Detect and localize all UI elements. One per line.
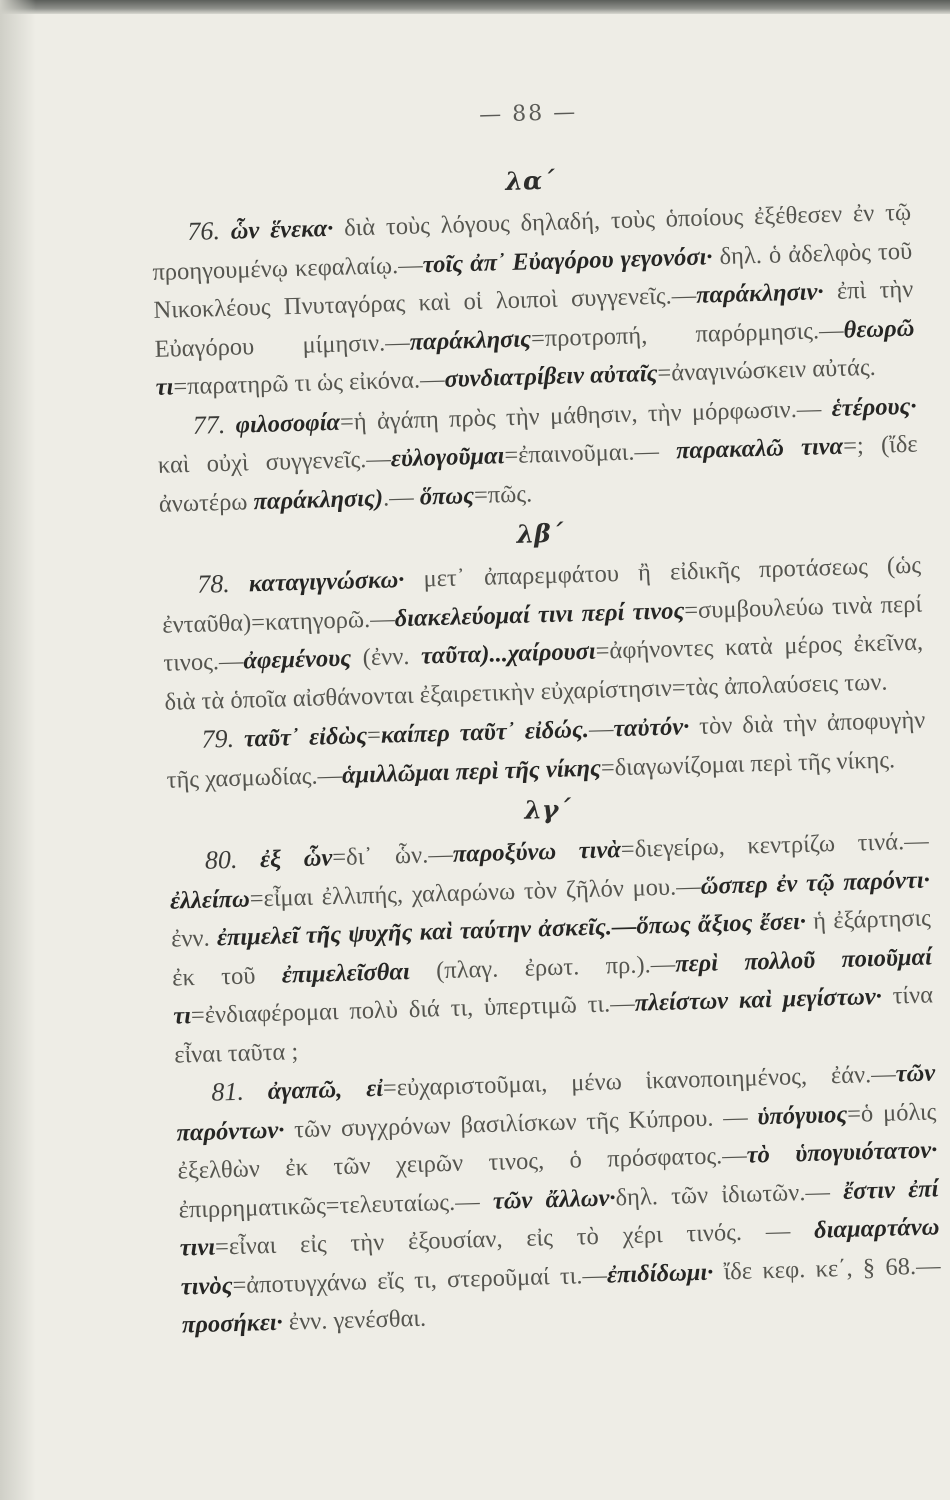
entry-gloss: =ἐνδιαφέρομαι πολὺ διά τι, ὑπερτιμῶ τι.— [190,989,636,1030]
entry-lemma: ὥσπερ ἐν τῷ παρόντι· [700,865,931,900]
page-number: — 88 — [478,100,578,128]
entry-gloss: καὶ οὐχὶ συγγενεῖς.— [157,445,392,479]
entry-gloss: ἴδε κεφ. κε΄, § 68.— [712,1251,941,1286]
entry-gloss: =παρατηρῶ τι ὡς εἰκόνα.— [172,365,445,401]
entry-lemma: ἀγαπῶ, εἰ [267,1074,384,1106]
entry-lemma: ἐπιμελεῖ τῆς ψυχῆς καὶ ταύτην ἀσκεῖς.—ὅπως ἄξιος ἔσει· [216,907,807,952]
entry-gloss: τῶν συγχρόνων βασιλίσκων τῆς Κύπρου. — [284,1102,758,1144]
scan-left-shadow [0,0,36,1500]
entry-number: 76. [186,216,221,246]
entry-lemma: καταγιγνώσκω· [248,566,405,598]
entry-lemma: ὑπόγυιος [756,1100,848,1130]
entry-gloss: ἐπιρρηματικῶς=τελευταίως.— [178,1187,494,1224]
entry-gloss: =; (ἴδε ἀνωτέρω [158,430,918,518]
entry-lemma: ταὐτόν· [613,713,690,743]
entry-gloss: ἡ ἐξάρτησις ἐκ τοῦ [171,904,932,992]
entry-lemma: ἀφεμένους [243,644,352,675]
entry-lemma: ἐλλείπω [169,884,251,915]
section-heading: λβ΄ [516,518,564,549]
entry-lemma: διαμαρτάνω τινὸς [180,1213,940,1301]
entry-gloss: =διαγωνίζομαι περὶ τῆς νίκης. [600,745,896,782]
entry-lemma: ἐπιμελεῖσθαι [281,957,411,989]
commentary-entry [161,546,925,722]
entry-lemma: παράκλησις [409,324,532,356]
entry-gloss: =ἡ ἀγάπη πρὸς τὴν μάθησιν, τὴν μόρφωσιν.— [339,394,833,436]
entry-lemma: ἔστιν ἐπί τινι [179,1174,939,1262]
entry-gloss: ἐνν. [170,924,218,953]
entry-gloss: =εἶναι εἰς τὴν ἐξουσίαν, εἰς τὸ χέρι τινός. — [214,1216,815,1261]
entry-lemma: διακελεύομαί τινι περί τινος [394,596,685,632]
entry-lemma: εὐλογοῦμαι [390,442,505,473]
entry-lemma: θεωρῶ τι [155,314,915,401]
entry-gloss: (ἐνν. [350,642,422,672]
entry-gloss: =ἀποτυγχάνω εἴς τι, στεροῦμαί τι.— [232,1261,608,1299]
entry-gloss: =ἐπαινοῦμαι.— [503,437,677,470]
entry-gloss: .— [382,483,421,512]
commentary-entry [175,1053,942,1345]
entry-lemma: περὶ πολλοῦ ποιοῦμαί τι [172,942,933,1030]
entry-gloss: =ὁ μόλις ἐξελθὼν ἐκ τῶν χειρῶν τινος, ὁ πρόσφατος.— [177,1097,937,1185]
entry-lemma: ἐξ ὧν [259,844,333,874]
entry-lemma: προσήκει· [181,1308,284,1339]
entry-number: 77. [192,409,226,440]
entry-gloss: =εὐχαριστοῦμαι, μένω ἱκανοποιημένος, ἐάν.— [382,1060,897,1102]
entry-lemma: τοῖς ἀπ᾽ Εὐαγόρου γεγονόσι· [422,242,713,278]
entry-lemma: ταῦτα)...χαίρουσι [420,637,596,670]
entry-number: 81. [210,1076,245,1107]
entry-lemma: παροξύνω τινὰ [452,836,622,868]
section-heading: λα΄ [505,165,556,197]
entry-gloss: ἐπὶ τὴν Εὐαγόρου μίμησιν.— [154,275,914,363]
scan-top-edge [0,0,950,14]
entry-lemma: παράκλησιν· [695,278,824,309]
entry-lemma: τῶν ἄλλων· [492,1183,616,1215]
entry-lemma: ἐπιδίδωμι· [606,1258,714,1289]
entry-gloss: =δι᾽ ὧν.— [331,840,454,872]
book-page [148,91,942,1345]
section-heading: λγ΄ [523,794,572,825]
entry-gloss: =ἀναγινώσκειν αὐτάς. [657,353,877,387]
entry-gloss: ἐνν. γενέσθαι. [282,1304,427,1336]
entry-lemma: παράκλησις) [253,484,384,515]
entry-gloss: δηλ. τῶν ἰδιωτῶν.— [615,1177,844,1211]
entry-lemma: ἑτέρους· [831,392,917,422]
entry-gloss: =διεγείρω, κεντρίζω τινά.— [620,827,930,864]
entry-lemma: παρακαλῶ τινα [675,432,844,465]
entry-gloss: τίνα εἶναι ταῦτα ; [173,981,934,1069]
entry-lemma: συνδιατρίβειν αὐταῖς [444,359,658,393]
entry-lemma: τὸ ὑπογυιότατον· [746,1136,938,1169]
entry-number: 80. [204,844,238,875]
entry-gloss: διὰ τοὺς λόγους δηλαδή, τοὺς ὁποίους ἐξέθεσεν ἐν τῷ προηγουμένῳ κεφαλαίῳ.— [152,198,912,286]
entry-gloss: =εἶμαι ἐλλιπής, χαλαρώνω τὸν ζῆλόν μου.— [249,872,702,912]
entry-lemma: τῶν παρόντων· [176,1059,936,1147]
entry-gloss: — [588,715,614,743]
entry-lemma: ὅπως [419,481,475,511]
entry-gloss: =συμβουλεύω τινὰ περί τινος.— [163,590,923,677]
entry-lemma: ὧν ἕνεκα· [230,214,334,245]
entry-gloss: τὸν διὰ τὴν ἀποφυγὴν τῆς χασμωδίας.— [166,706,926,794]
entry-lemma: καίπερ ταῦτ᾽ εἰδώς. [380,715,590,749]
commentary-sections [150,156,942,1345]
entry-lemma: ταῦτ᾽ εἰδὼς [243,722,368,753]
entry-number: 78. [196,568,231,599]
entry-lemma: φιλοσοφία [235,408,341,439]
commentary-entry [168,821,934,1074]
commentary-entry [156,386,919,524]
entry-lemma: ἁμιλλῶμαι περὶ τῆς νίκης [341,754,602,789]
entry-gloss: (πλαγ. ἐρωτ. πρ.).— [409,950,676,985]
entry-gloss: δηλ. ὁ ἀδελφὸς τοῦ Νικοκλέους Πνυταγόρας καὶ οἱ λοιποὶ συγγενεῖς.— [153,237,913,324]
entry-number: 79. [201,723,235,754]
entry-gloss: = [366,721,382,750]
entry-gloss: =ἀφήνοντες κατὰ μέρος ἐκεῖνα, διὰ τὰ ὁποῖα αἰσθάνονται ἐξαιρετικὴν εὐχαρίστησιν=τὰς ἀπολαύσεις των. [164,628,924,716]
entry-gloss: =πῶς. [473,479,533,509]
entry-gloss: =προτροπή, παρόρμησις.— [530,316,844,352]
commentary-entry [151,193,916,408]
entry-lemma: πλείστων καὶ μεγίστων· [634,982,883,1017]
entry-gloss: μετ᾽ ἀπαρεμφάτου ἢ εἰδικῆς προτάσεως (ὡς ἐνταῦθα)=κατηγορῶ.— [161,551,922,639]
